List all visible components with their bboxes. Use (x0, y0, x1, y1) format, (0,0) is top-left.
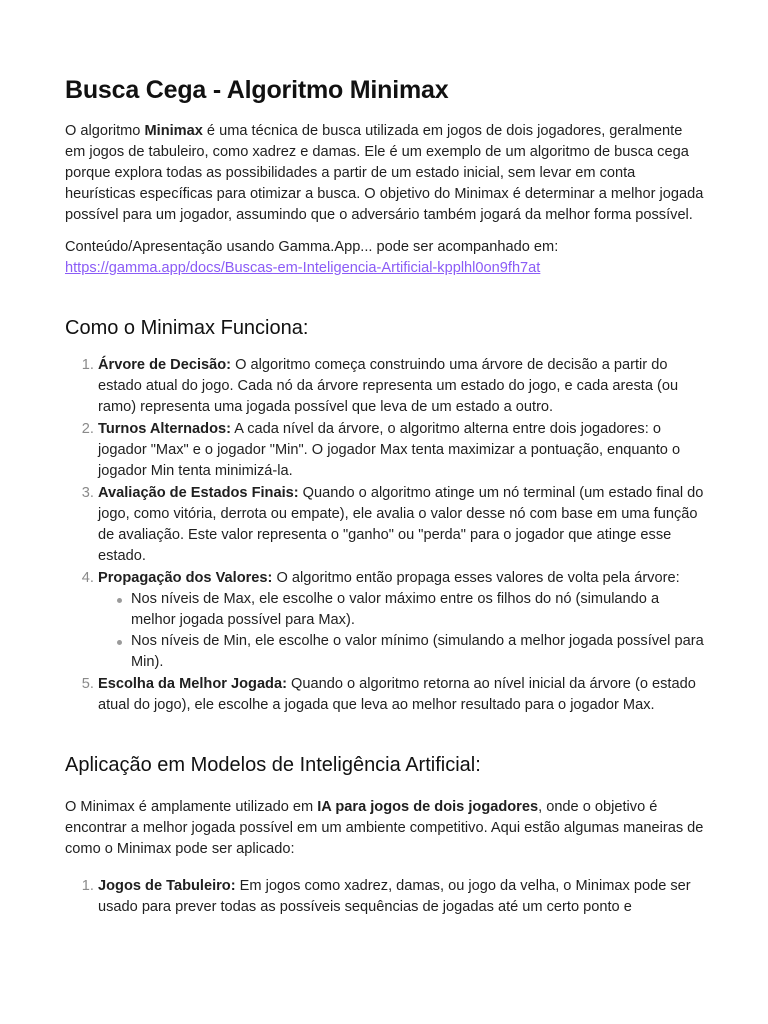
intro-bold: Minimax (144, 123, 203, 139)
list-item (98, 483, 704, 567)
item-title: Turnos Alternados: (98, 421, 231, 437)
content-paragraph (65, 237, 704, 279)
item-text: Quando o algoritmo atinge um nó terminal (um estado final do jogo, como vitória, derrota ou empate), ele avalia o valor desse nó com base em uma função de avaliação. Este valor representa o "ganho" ou "perda" para o jogador que atinge esse estado. (98, 485, 704, 564)
sub-list-item: Nos níveis de Min, ele escolhe o valor mínimo (simulando a melhor jogada possível para Min). (131, 631, 704, 673)
list-item (98, 876, 704, 918)
ai-application-list (65, 876, 704, 918)
section-heading-how-it-works: Como o Minimax Funciona: (65, 317, 309, 339)
content-text: Conteúdo/Apresentação usando Gamma.App... pode ser acompanhado em: (65, 239, 559, 255)
item-text: O algoritmo então propaga esses valores de volta pela árvore: (272, 570, 680, 586)
list-item (98, 674, 704, 716)
item-title: Escolha da Melhor Jogada: (98, 676, 287, 692)
page-title: Busca Cega - Algoritmo Minimax (65, 76, 449, 104)
item-text: Em jogos como xadrez, damas, ou jogo da velha, o Minimax pode ser usado para prever todas as possíveis sequências de jogadas até um certo ponto e (98, 878, 691, 915)
paragraph-text: O Minimax é amplamente utilizado em (65, 799, 318, 815)
intro-text: O algoritmo (65, 123, 145, 139)
gamma-link[interactable]: https://gamma.app/docs/Buscas-em-Inteligencia-Artificial-kpplhl0on9fh7at (65, 260, 541, 276)
item-title: Propagação dos Valores: (98, 570, 273, 586)
intro-text-cont: é uma técnica de busca utilizada em jogos de dois jogadores, geralmente em jogos de tabuleiro, como xadrez e damas. Ele é um exemplo de um algoritmo de busca cega porque explora todas as possibilidades a partir de um estado inicial, sem levar em conta heurísticas específicas para otimizar a busca. O objetivo do Minimax é determinar a melhor jogada possível para um jogador, assumindo que o adversário também jogará da melhor forma possível. (65, 123, 704, 223)
list-item (98, 355, 704, 418)
item-title: Jogos de Tabuleiro: (98, 878, 236, 894)
sub-list-item: Nos níveis de Max, ele escolhe o valor máximo entre os filhos do nó (simulando a melhor jogada possível para Max). (131, 589, 704, 631)
ai-application-paragraph (65, 797, 704, 860)
item-title: Árvore de Decisão: (98, 357, 232, 373)
item-text: O algoritmo começa construindo uma árvore de decisão a partir do estado atual do jogo. Cada nó da árvore representa um estado do jogo, e cada aresta (ou ramo) representa uma jogada possível que leva de um estado a outro. (98, 357, 679, 415)
paragraph-bold: IA para jogos de dois jogadores (317, 799, 539, 815)
paragraph-text-cont: , onde o objetivo é encontrar a melhor jogada possível em um ambiente competitivo. Aqui estão algumas maneiras de como o Minimax pode ser aplicado: (65, 799, 704, 857)
section-heading-ai-application: Aplicação em Modelos de Inteligência Artificial: (65, 754, 481, 776)
intro-paragraph (65, 121, 704, 226)
list-item (98, 419, 704, 482)
item-text: A cada nível da árvore, o algoritmo alterna entre dois jogadores: o jogador "Max" e o jogador "Min". O jogador Max tenta maximizar a pontuação, enquanto o jogador Min tenta minimizá-la. (98, 421, 681, 479)
item-title: Avaliação de Estados Finais: (98, 485, 299, 501)
how-it-works-list (65, 355, 704, 716)
list-item (98, 568, 704, 673)
sub-list (98, 589, 704, 673)
item-text: Quando o algoritmo retorna ao nível inicial da árvore (o estado atual do jogo), ele escolhe a jogada que leva ao melhor resultado para o jogador Max. (98, 676, 696, 713)
